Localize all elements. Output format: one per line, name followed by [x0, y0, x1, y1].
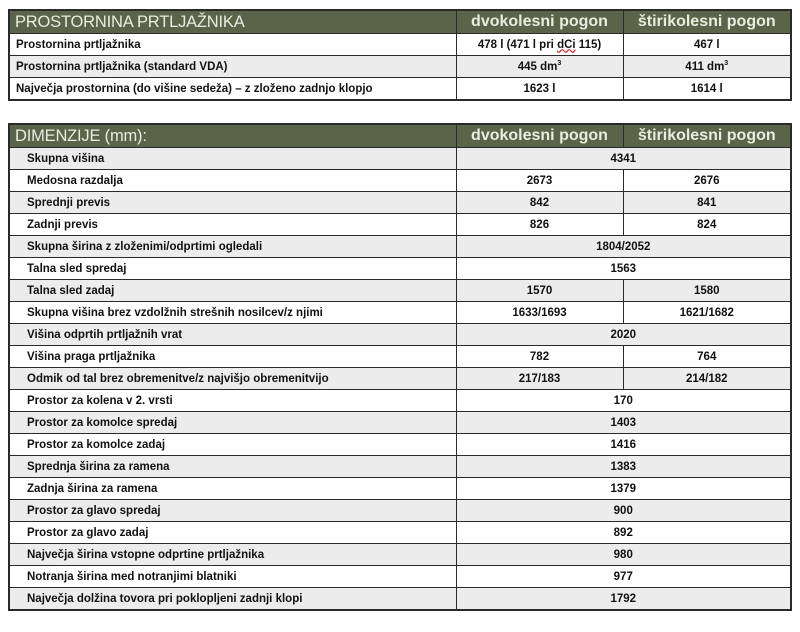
row-label: Prostornina prtljažnika (standard VDA) [9, 56, 456, 78]
value-both-drivetrains: 1383 [456, 456, 791, 478]
table-row [9, 214, 791, 236]
table-row [9, 78, 791, 101]
table-row [9, 34, 791, 56]
table-row [9, 368, 791, 390]
table-row [9, 588, 791, 611]
row-label: Prostor za kolena v 2. vrsti [9, 390, 456, 412]
value-2wd: 1570 [456, 280, 623, 302]
row-label: Skupna višina [9, 148, 456, 170]
row-label: Talna sled spredaj [9, 258, 456, 280]
value-both-drivetrains: 977 [456, 566, 791, 588]
row-label: Sprednja širina za ramena [9, 456, 456, 478]
row-label: Prostor za glavo zadaj [9, 522, 456, 544]
row-label: Skupna višina brez vzdolžnih strešnih nosilcev/z njimi [9, 302, 456, 324]
value-both-drivetrains: 980 [456, 544, 791, 566]
row-label: Medosna razdalja [9, 170, 456, 192]
value-both-drivetrains: 170 [456, 390, 791, 412]
value-4wd: 1580 [623, 280, 791, 302]
table-row [9, 390, 791, 412]
row-label: Zadnji previs [9, 214, 456, 236]
table-row [9, 170, 791, 192]
table-row [9, 236, 791, 258]
table-row [9, 478, 791, 500]
value-both-drivetrains: 2020 [456, 324, 791, 346]
value-4wd: 467 l [623, 34, 791, 56]
value-4wd: 1614 l [623, 78, 791, 101]
row-label: Prostor za komolce zadaj [9, 434, 456, 456]
value-2wd [456, 34, 623, 56]
value-2wd: 1623 l [456, 78, 623, 101]
value-2wd: 842 [456, 192, 623, 214]
row-label: Prostor za glavo spredaj [9, 500, 456, 522]
value-both-drivetrains: 892 [456, 522, 791, 544]
table-row [9, 148, 791, 170]
trunk-volume-table [8, 9, 792, 101]
row-label: Višina odprtih prtljažnih vrat [9, 324, 456, 346]
superscript: 3 [724, 60, 729, 67]
dimensions-table-body [9, 148, 791, 611]
column-header-4wd: štirikolesni pogon [623, 10, 791, 34]
dimensions-table-title: DIMENZIJE (mm): [9, 124, 456, 148]
trunk-table-title: PROSTORNINA PRTLJAŽNIKA [9, 10, 456, 34]
table-row [9, 522, 791, 544]
table-row [9, 346, 791, 368]
table-row [9, 456, 791, 478]
row-label: Prostor za komolce spredaj [9, 412, 456, 434]
value-text: 445 dm [517, 61, 558, 73]
value-2wd: 2673 [456, 170, 623, 192]
table-header-row [9, 10, 791, 34]
value-4wd [623, 56, 791, 78]
value-2wd: 782 [456, 346, 623, 368]
value-2wd [456, 56, 623, 78]
value-4wd: 214/182 [623, 368, 791, 390]
table-row [9, 500, 791, 522]
row-label: Največja dolžina tovora pri poklopljeni zadnji klopi [9, 588, 456, 611]
row-label: Skupna širina z zloženimi/odprtimi ogledali [9, 236, 456, 258]
row-label: Notranja širina med notranjimi blatniki [9, 566, 456, 588]
value-both-drivetrains: 1804/2052 [456, 236, 791, 258]
row-label: Prostornina prtljažnika [9, 34, 456, 56]
table-row [9, 280, 791, 302]
value-both-drivetrains: 1563 [456, 258, 791, 280]
row-label: Odmik od tal brez obremenitve/z najvišjo obremenitvijo [9, 368, 456, 390]
value-both-drivetrains: 1379 [456, 478, 791, 500]
value-both-drivetrains: 4341 [456, 148, 791, 170]
table-row [9, 192, 791, 214]
table-header-row [9, 124, 791, 148]
value-both-drivetrains: 900 [456, 500, 791, 522]
table-row [9, 544, 791, 566]
row-label: Zadnja širina za ramena [9, 478, 456, 500]
column-header-2wd: dvokolesni pogon [456, 10, 623, 34]
value-both-drivetrains: 1403 [456, 412, 791, 434]
value-text: 478 l (471 l pri [477, 38, 558, 51]
column-header-2wd: dvokolesni pogon [456, 124, 623, 148]
value-text: 411 dm [685, 61, 725, 73]
table-row [9, 56, 791, 78]
value-2wd: 217/183 [456, 368, 623, 390]
column-header-4wd: štirikolesni pogon [623, 124, 791, 148]
spellcheck-flagged-word: dCi [557, 38, 576, 51]
value-2wd: 826 [456, 214, 623, 236]
table-row [9, 566, 791, 588]
value-both-drivetrains: 1792 [456, 588, 791, 611]
dimensions-table [8, 123, 792, 611]
table-row [9, 434, 791, 456]
value-4wd: 1621/1682 [623, 302, 791, 324]
value-4wd: 841 [623, 192, 791, 214]
value-4wd: 824 [623, 214, 791, 236]
row-label: Največja prostornina (do višine sedeža) – z zloženo zadnjo klopjo [9, 78, 456, 101]
table-row [9, 324, 791, 346]
table-row [9, 258, 791, 280]
row-label: Višina praga prtljažnika [9, 346, 456, 368]
value-2wd: 1633/1693 [456, 302, 623, 324]
value-4wd: 2676 [623, 170, 791, 192]
table-row [9, 412, 791, 434]
row-label: Talna sled zadaj [9, 280, 456, 302]
value-4wd: 764 [623, 346, 791, 368]
row-label: Največja širina vstopne odprtine prtljažnika [9, 544, 456, 566]
value-both-drivetrains: 1416 [456, 434, 791, 456]
row-label: Sprednji previs [9, 192, 456, 214]
superscript: 3 [557, 60, 562, 67]
value-text: 115) [575, 38, 602, 51]
table-row [9, 302, 791, 324]
